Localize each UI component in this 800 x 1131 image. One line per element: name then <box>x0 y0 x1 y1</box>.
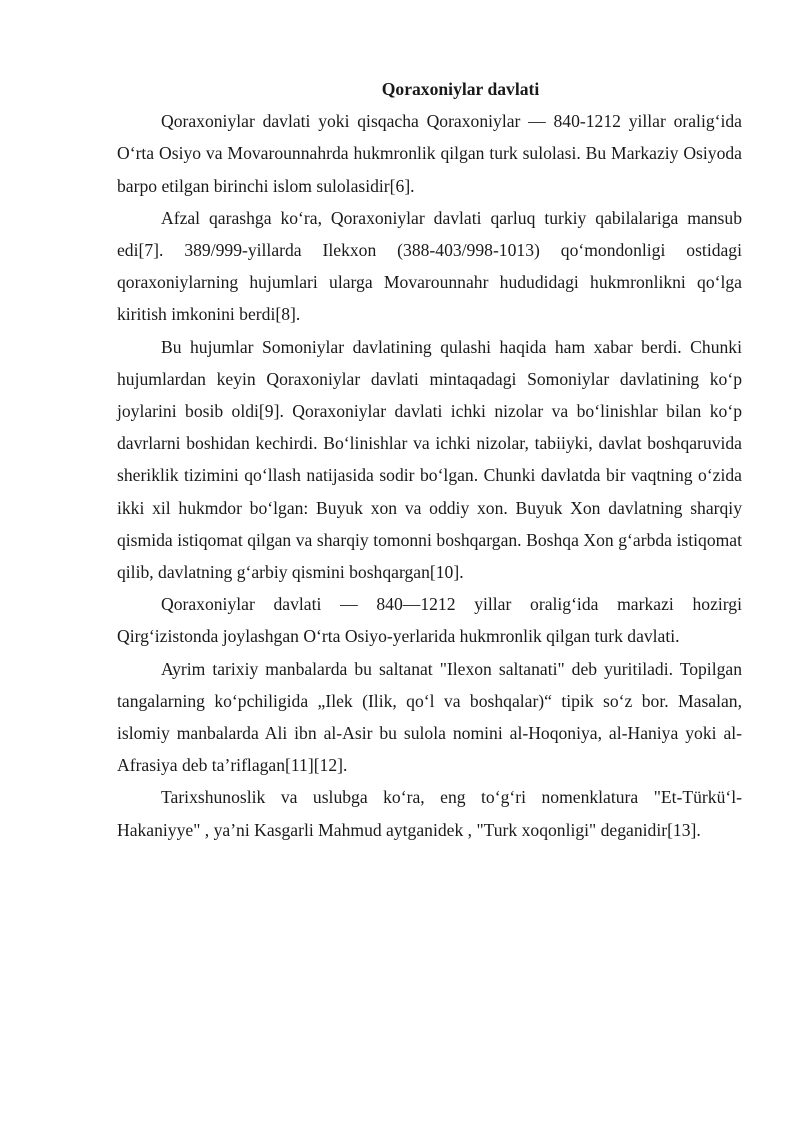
paragraph-4: Qoraxoniylar davlati — 840—1212 yillar oraligʻida markazi hozirgi Qirgʻizistonda joylashgan Oʻrta Osiyo-yerlarida hukmronlik qilgan turk davlati. <box>117 594 742 647</box>
paragraph-1: Qoraxoniylar davlati yoki qisqacha Qoraxoniylar — 840-1212 yillar oraligʻida Oʻrta Osiyo va Movarounnahrda hukmronlik qilgan turk sulolasi. Bu Markaziy Osiyoda barpo etilgan birinchi islom sulolasidir[6]. <box>117 111 742 196</box>
paragraph-6: Tarixshunoslik va uslubga koʻra, eng toʻgʻri nomenklatura "Et-Türküʻl-Hakaniyye" , yaʼni Kasgarli Mahmud aytganidek , "Turk xoqonligi" deganidir[13]. <box>117 787 742 840</box>
paragraph-2: Afzal qarashga koʻra, Qoraxoniylar davlati qarluq turkiy qabilalariga mansub edi[7]. 389/999-yillarda Ilekxon (388-403/998-1013) qoʻmondonligi ostidagi qoraxoniylarning hujumlari ularga Movarounnahr hududidagi hukmronlikni qoʻlga kiritish imkonini berdi[8]. <box>117 207 742 325</box>
paragraph-3: Bu hujumlar Somoniylar davlatining qulashi haqida ham xabar berdi. Chunki hujumlardan keyin Qoraxoniylar davlati mintaqadagi Somoniylar davlatining koʻp joylarini bosib oldi[9]. Qoraxoniylar davlati ichki nizolar va boʻlinishlar bilan koʻp davrlarni boshidan kechirdi. Boʻlinishlar va ichki nizolar, tabiiyki, davlat boshqaruvida sheriklik tizimini qoʻllash natijasida sodir boʻlgan. Chunki davlatda bir vaqtning oʻzida ikki xil hukmdor boʻlgan: Buyuk xon va oddiy xon. Buyuk Xon davlatning sharqiy qismida istiqomat qilgan va sharqiy tomonni boshqargan. Boshqa Xon gʻarbda istiqomat qilib, davlatning gʻarbiy qismini boshqargan[10]. <box>117 336 742 583</box>
paragraph-5: Ayrim tarixiy manbalarda bu saltanat "Ilexon saltanati" deb yuritiladi. Topilgan tangalarning koʻpchiligida „Ilek (Ilik, qoʻl va boshqalar)“ tipik soʻz bor. Masalan, islomiy manbalarda Ali ibn al-Asir bu sulola nomini al-Hoqoniya, al-Haniya yoki al-Afrasiya deb taʼriflagan[11][12]. <box>117 658 742 776</box>
document-title: Qoraxoniylar davlati <box>381 79 540 99</box>
document-page <box>117 73 742 846</box>
